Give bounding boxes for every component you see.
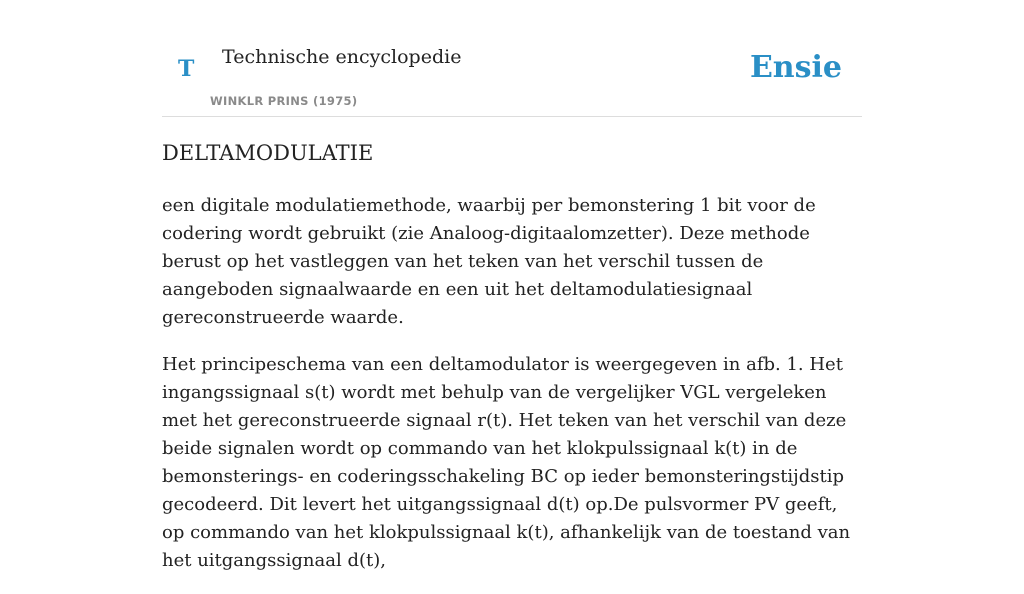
entry-title: DELTAMODULATIE [162,141,374,165]
entry-paragraph: een digitale modulatiemethode, waarbij per bemonstering 1 bit voor de codering wordt gebruikt (zie Analoog-digitaalomzetter). Deze methode berust op het vastleggen van het teken van het verschil tussen de aangeboden signaalwaarde en een uit het deltamodulatiesignaal gereconstrueerde waarde. [162,195,816,328]
page-header [162,0,862,117]
book-logo-icon[interactable]: T [178,56,195,82]
book-title-link[interactable]: Technische encyclopedie [222,46,462,68]
entry-content [162,192,862,594]
publisher-label: WINKLR PRINS (1975) [210,94,358,108]
ensie-logo[interactable]: Ensie [749,50,842,85]
entry-paragraph: Het principeschema van een deltamodulator is weergegeven in afb. 1. Het ingangssignaal s(t) wordt met behulp van de vergelijker VGL vergeleken met het gereconstrueerde signaal r(t). Het teken van het verschil van deze beide signalen wordt op commando van het klokpulssignaal k(t) in de bemonsterings- en coderingsschakeling BC op ieder bemonsteringstijdstip gecodeerd. Dit levert het uitgangssignaal d(t) op.De pulsvormer PV geeft, op commando van het klokpulssignaal k(t), afhankelijk van de toestand van het uitgangssignaal d(t), [162,354,851,571]
